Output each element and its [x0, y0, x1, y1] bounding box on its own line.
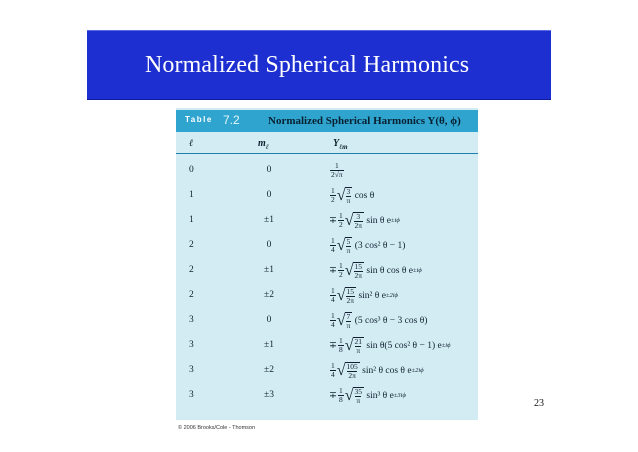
- cell-l: 1: [189, 215, 194, 225]
- table-row: [176, 208, 478, 233]
- cell-l: 3: [189, 315, 194, 325]
- cell-y: ∓ $\frac{1}{8}$ √ $\frac{35}{\pi}$ sin³ θ e ±3iϕ: [329, 386, 406, 405]
- cell-l: 2: [189, 290, 194, 300]
- cell-l: 1: [189, 190, 194, 200]
- cell-m: ±3: [264, 390, 274, 400]
- cell-y: ∓ $\frac{1}{8}$ √ $\frac{21}{\pi}$ sin θ(5 cos² θ − 1) e ±iϕ: [329, 336, 451, 355]
- cell-m: ±2: [264, 290, 274, 300]
- cell-y: $\frac{1}{4}$ √ $\frac{15}{2\pi}$ sin² θ e ±2iϕ: [331, 286, 398, 305]
- column-header-l: ℓ: [189, 138, 194, 149]
- cell-y: $\frac{1}{4}$ √ $\frac{7}{\pi}$ (5 cos³ θ − 3 cos θ): [331, 311, 428, 330]
- page-number: 23: [534, 398, 544, 409]
- cell-l: 2: [189, 240, 194, 250]
- cell-m: ±1: [264, 215, 274, 225]
- table-number: 7.2: [223, 113, 240, 127]
- cell-l: 2: [189, 265, 194, 275]
- cell-l: 0: [189, 165, 194, 175]
- cell-y: $\frac{1}{2}$ √ $\frac{3}{\pi}$ cos θ: [331, 186, 375, 205]
- cell-m: ±2: [264, 365, 274, 375]
- table-row: [176, 333, 478, 358]
- column-header-y: $Y_{\ell m}$: [333, 138, 348, 151]
- cell-m: 0: [266, 165, 272, 175]
- table-tag: Table: [185, 115, 213, 124]
- cell-l: 3: [189, 390, 194, 400]
- table-row: [176, 183, 478, 208]
- title-banner: [87, 30, 551, 100]
- cell-y: $\frac{1}{2√\pi}$: [331, 161, 343, 179]
- header-divider: [176, 153, 478, 154]
- table-row: [176, 283, 478, 308]
- table-row: [176, 258, 478, 283]
- cell-y: ∓ $\frac{1}{2}$ √ $\frac{3}{2\pi}$ sin θ e ±iϕ: [329, 211, 400, 230]
- harmonics-table: [176, 108, 478, 420]
- table-header-bar: [176, 110, 478, 132]
- cell-m: ±1: [264, 265, 274, 275]
- table-row: [176, 358, 478, 383]
- table-row: [176, 158, 478, 183]
- cell-y: ∓ $\frac{1}{2}$ √ $\frac{15}{2\pi}$ sin θ cos θ e ±iϕ: [329, 261, 422, 280]
- slide-title: Normalized Spherical Harmonics: [145, 52, 470, 78]
- table-row: [176, 308, 478, 333]
- copyright-note: © 2006 Brooks/Cole - Thomson: [178, 425, 256, 431]
- cell-m: 0: [266, 190, 272, 200]
- cell-l: 3: [189, 365, 194, 375]
- table-row: [176, 383, 478, 408]
- cell-y: $\frac{1}{4}$ √ $\frac{105}{2\pi}$ sin² θ cos θ e ±2iϕ: [331, 361, 424, 380]
- column-header-m: $m_\ell$: [258, 138, 269, 151]
- cell-l: 3: [189, 340, 194, 350]
- cell-y: $\frac{1}{4}$ √ $\frac{5}{\pi}$ (3 cos² θ − 1): [331, 236, 406, 255]
- cell-m: 0: [266, 240, 272, 250]
- cell-m: ±1: [264, 340, 274, 350]
- cell-m: 0: [266, 315, 272, 325]
- table-caption: Normalized Spherical Harmonics Y(θ, ϕ): [268, 115, 461, 127]
- table-row: [176, 233, 478, 258]
